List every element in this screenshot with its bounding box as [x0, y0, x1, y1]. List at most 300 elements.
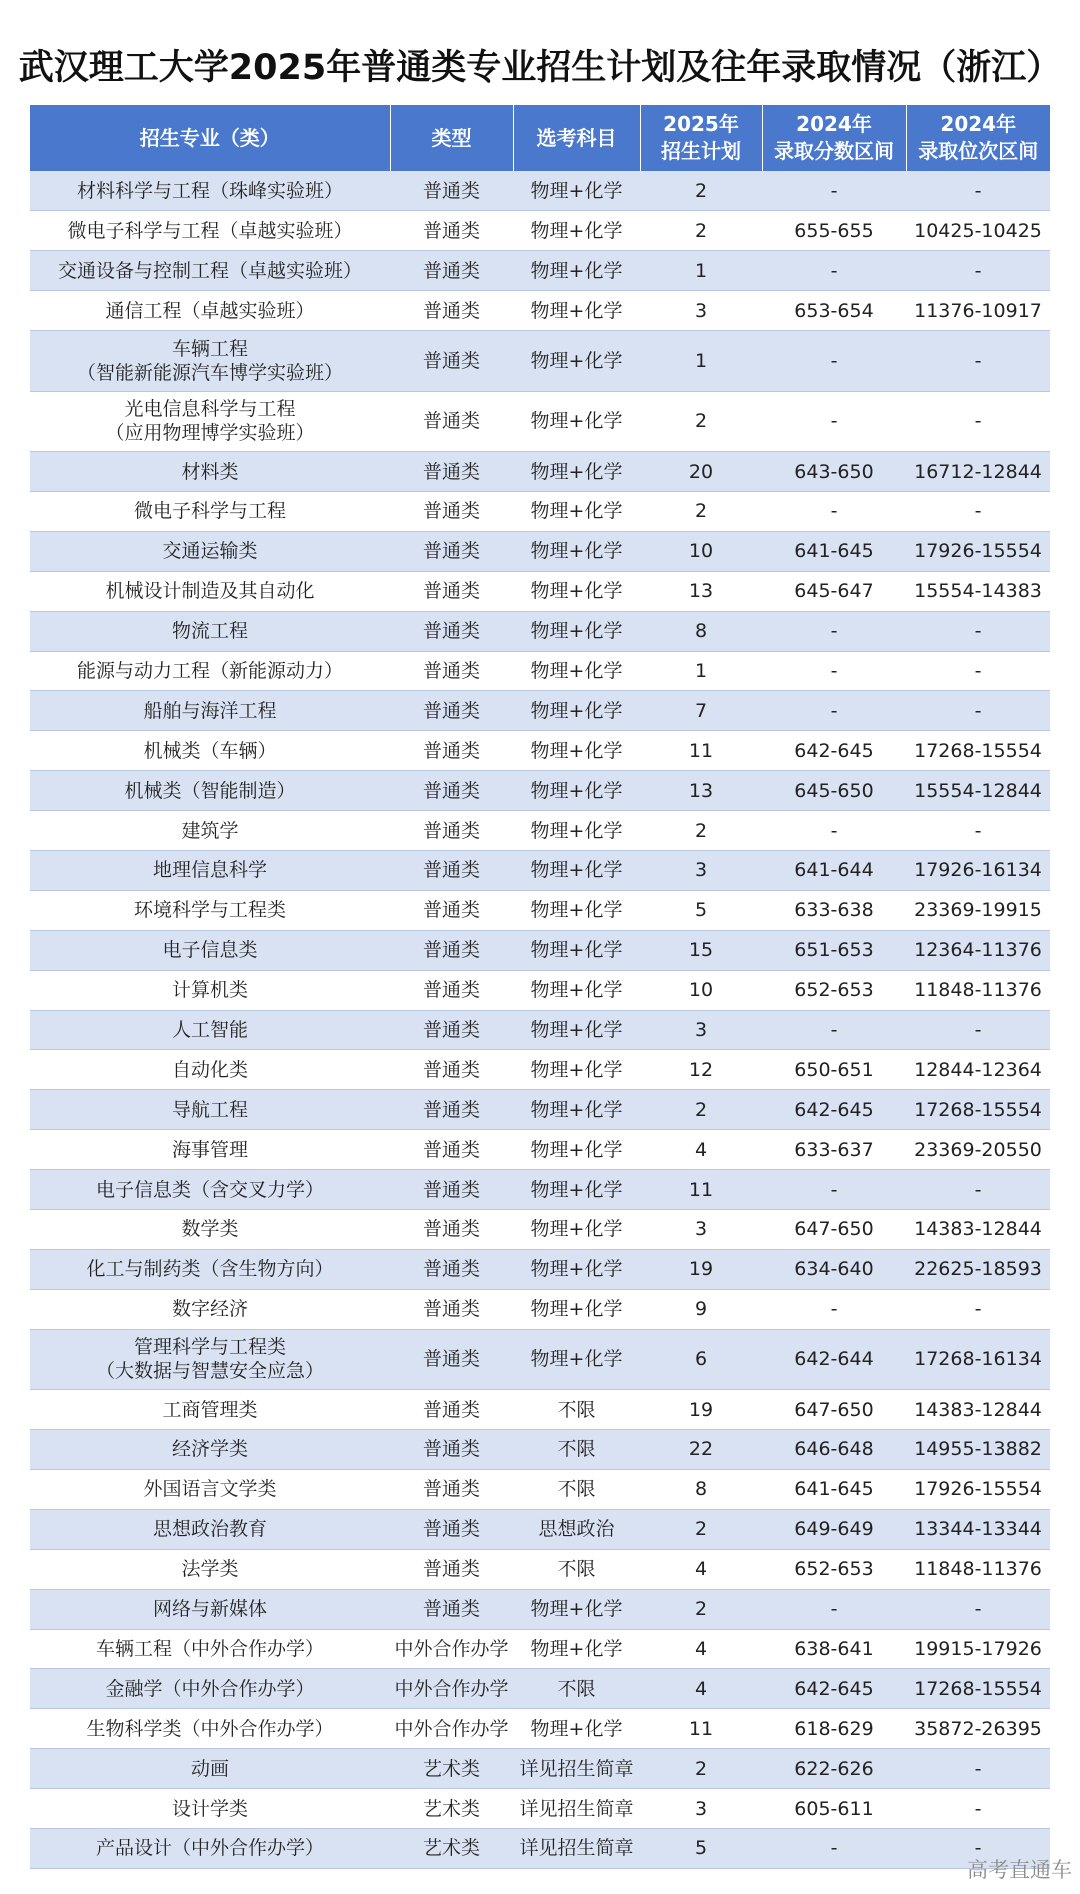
- cell-subjects: 不限: [513, 1390, 640, 1430]
- cell-score: -: [762, 1589, 906, 1629]
- header-subjects: 选考科目: [513, 105, 640, 171]
- cell-type: 普通类: [390, 1469, 513, 1509]
- cell-type: 普通类: [390, 452, 513, 492]
- cell-rank: -: [906, 1789, 1050, 1829]
- major-name: 地理信息科学: [152, 859, 267, 882]
- cell-subjects: 物理+化学: [513, 611, 640, 651]
- cell-type: 普通类: [390, 890, 513, 930]
- cell-score: 647-650: [762, 1209, 906, 1249]
- cell-rank: 11376-10917: [906, 291, 1050, 331]
- cell-plan: 11: [640, 731, 762, 771]
- table-row: [30, 1170, 1050, 1210]
- cell-plan: 2: [640, 211, 762, 251]
- cell-plan: 4: [640, 1549, 762, 1589]
- table-row: [30, 1249, 1050, 1289]
- cell-plan: 2: [640, 491, 762, 531]
- table-row: [30, 1289, 1050, 1329]
- cell-type: 普通类: [390, 251, 513, 291]
- table-row: [30, 1629, 1050, 1669]
- major-name: 通信工程（卓越实验班）: [105, 299, 315, 322]
- major-name: 微电子科学与工程（卓越实验班）: [67, 219, 353, 242]
- cell-rank: -: [906, 1289, 1050, 1329]
- cell-subjects: 物理+化学: [513, 850, 640, 890]
- cell-type: 中外合作办学: [390, 1709, 513, 1749]
- cell-rank: 23369-19915: [906, 890, 1050, 930]
- major-name: 人工智能: [171, 1018, 248, 1041]
- cell-subjects: 物理+化学: [513, 1209, 640, 1249]
- table-row: [30, 691, 1050, 731]
- cell-score: 638-641: [762, 1629, 906, 1669]
- cell-subjects: 物理+化学: [513, 491, 640, 531]
- cell-score: 645-650: [762, 771, 906, 811]
- cell-plan: 3: [640, 1010, 762, 1050]
- cell-major: [30, 211, 390, 251]
- table-row: [30, 1209, 1050, 1249]
- cell-plan: 19: [640, 1249, 762, 1289]
- header-rank-2024-line2: 录取位次区间: [918, 139, 1039, 163]
- cell-subjects: 物理+化学: [513, 391, 640, 452]
- table-row: [30, 1130, 1050, 1170]
- cell-score: 646-648: [762, 1430, 906, 1470]
- cell-type: 普通类: [390, 1170, 513, 1210]
- major-name: 电子信息类（含交叉力学）: [95, 1178, 324, 1201]
- cell-score: -: [762, 1170, 906, 1210]
- cell-subjects: 物理+化学: [513, 331, 640, 392]
- cell-rank: 17926-16134: [906, 850, 1050, 890]
- cell-rank: -: [906, 391, 1050, 452]
- cell-plan: 3: [640, 850, 762, 890]
- cell-plan: 4: [640, 1629, 762, 1669]
- cell-score: -: [762, 1828, 906, 1868]
- cell-rank: 17926-15554: [906, 1469, 1050, 1509]
- major-name: 数学类: [181, 1218, 239, 1241]
- cell-rank: -: [906, 171, 1050, 211]
- cell-rank: 17268-15554: [906, 731, 1050, 771]
- cell-type: 普通类: [390, 531, 513, 571]
- cell-major: [30, 1130, 390, 1170]
- cell-type: 普通类: [390, 1090, 513, 1130]
- major-name: 产品设计（中外合作办学）: [95, 1837, 324, 1860]
- major-name: 车辆工程（中外合作办学）: [95, 1637, 324, 1660]
- cell-score: 641-645: [762, 531, 906, 571]
- table-row: [30, 611, 1050, 651]
- cell-score: -: [762, 691, 906, 731]
- major-name: 能源与动力工程（新能源动力）: [76, 659, 343, 682]
- cell-type: 艺术类: [390, 1749, 513, 1789]
- cell-rank: 12844-12364: [906, 1050, 1050, 1090]
- cell-plan: 9: [640, 1289, 762, 1329]
- table-row: [30, 531, 1050, 571]
- major-name: 机械类（车辆）: [143, 739, 277, 762]
- major-name: 外国语言文学类: [143, 1478, 277, 1501]
- cell-plan: 15: [640, 930, 762, 970]
- table-row: [30, 811, 1050, 851]
- cell-subjects: 物理+化学: [513, 811, 640, 851]
- cell-plan: 1: [640, 251, 762, 291]
- major-name: 车辆工程: [171, 337, 248, 360]
- cell-rank: -: [906, 1749, 1050, 1789]
- cell-type: 普通类: [390, 1549, 513, 1589]
- cell-major: [30, 1669, 390, 1709]
- cell-plan: 1: [640, 331, 762, 392]
- cell-rank: 14383-12844: [906, 1209, 1050, 1249]
- cell-score: 649-649: [762, 1509, 906, 1549]
- cell-plan: 2: [640, 1509, 762, 1549]
- cell-rank: 35872-26395: [906, 1709, 1050, 1749]
- major-name: 机械类（智能制造）: [124, 779, 296, 802]
- cell-major: [30, 331, 390, 392]
- cell-type: 普通类: [390, 1289, 513, 1329]
- cell-type: 普通类: [390, 1209, 513, 1249]
- cell-major: [30, 611, 390, 651]
- cell-subjects: 物理+化学: [513, 291, 640, 331]
- cell-plan: 13: [640, 771, 762, 811]
- major-name: 船舶与海洋工程: [143, 699, 277, 722]
- cell-type: 普通类: [390, 771, 513, 811]
- cell-rank: -: [906, 251, 1050, 291]
- cell-rank: 17926-15554: [906, 531, 1050, 571]
- cell-type: 普通类: [390, 1130, 513, 1170]
- cell-subjects: 物理+化学: [513, 251, 640, 291]
- major-name: 材料类: [181, 460, 239, 483]
- cell-score: 643-650: [762, 452, 906, 492]
- cell-rank: 17268-15554: [906, 1669, 1050, 1709]
- cell-subjects: 详见招生简章: [513, 1789, 640, 1829]
- cell-score: 652-653: [762, 970, 906, 1010]
- header-row: [30, 105, 1050, 171]
- cell-score: -: [762, 1289, 906, 1329]
- cell-rank: -: [906, 691, 1050, 731]
- cell-major: [30, 811, 390, 851]
- cell-subjects: 物理+化学: [513, 1249, 640, 1289]
- cell-type: 普通类: [390, 571, 513, 611]
- cell-plan: 2: [640, 391, 762, 452]
- cell-rank: 11848-11376: [906, 1549, 1050, 1589]
- cell-score: 641-645: [762, 1469, 906, 1509]
- major-name: 交通运输类: [162, 540, 258, 563]
- cell-subjects: 物理+化学: [513, 970, 640, 1010]
- table-row: [30, 1050, 1050, 1090]
- table-row: [30, 291, 1050, 331]
- table-row: [30, 251, 1050, 291]
- cell-major: [30, 1469, 390, 1509]
- table-row: [30, 452, 1050, 492]
- cell-major: [30, 651, 390, 691]
- cell-rank: 10425-10425: [906, 211, 1050, 251]
- table-header: [30, 105, 1050, 171]
- cell-type: 普通类: [390, 1249, 513, 1289]
- cell-major: [30, 531, 390, 571]
- cell-score: 642-644: [762, 1329, 906, 1390]
- cell-major: [30, 452, 390, 492]
- table-row: [30, 771, 1050, 811]
- cell-rank: -: [906, 1170, 1050, 1210]
- cell-plan: 20: [640, 452, 762, 492]
- table-row: [30, 930, 1050, 970]
- cell-type: 普通类: [390, 1010, 513, 1050]
- cell-rank: 11848-11376: [906, 970, 1050, 1010]
- watermark: 高考直通车: [967, 1858, 1072, 1882]
- cell-score: -: [762, 331, 906, 392]
- major-name: 海事管理: [171, 1138, 248, 1161]
- cell-major: [30, 1828, 390, 1868]
- table-row: [30, 1589, 1050, 1629]
- table-row: [30, 1329, 1050, 1390]
- cell-type: 普通类: [390, 1430, 513, 1470]
- page-title: 武汉理工大学2025年普通类专业招生计划及往年录取情况（浙江）: [18, 48, 1062, 88]
- cell-subjects: 物理+化学: [513, 171, 640, 211]
- cell-plan: 2: [640, 171, 762, 211]
- table-row: [30, 731, 1050, 771]
- cell-subjects: 物理+化学: [513, 531, 640, 571]
- cell-subjects: 物理+化学: [513, 651, 640, 691]
- cell-rank: 19915-17926: [906, 1629, 1050, 1669]
- cell-plan: 3: [640, 1209, 762, 1249]
- cell-score: -: [762, 651, 906, 691]
- cell-major: [30, 1390, 390, 1430]
- header-score-2024-line2: 录取分数区间: [774, 139, 894, 163]
- table-row: [30, 1010, 1050, 1050]
- cell-type: 普通类: [390, 1329, 513, 1390]
- header-score-2024-line1: 2024年: [796, 112, 872, 136]
- major-name: 经济学类: [171, 1438, 248, 1461]
- header-major: 招生专业（类）: [30, 105, 390, 171]
- cell-major: [30, 1709, 390, 1749]
- table-row: [30, 171, 1050, 211]
- table-row: [30, 1828, 1050, 1868]
- cell-subjects: 物理+化学: [513, 1709, 640, 1749]
- major-name: 化工与制药类（含生物方向）: [86, 1258, 334, 1281]
- cell-rank: -: [906, 811, 1050, 851]
- cell-plan: 5: [640, 1828, 762, 1868]
- header-plan-2025: [640, 105, 762, 171]
- cell-plan: 2: [640, 811, 762, 851]
- major-name: 设计学类: [171, 1797, 248, 1820]
- table-row: [30, 1469, 1050, 1509]
- table-row: [30, 1669, 1050, 1709]
- cell-major: [30, 1329, 390, 1390]
- table-row: [30, 571, 1050, 611]
- cell-subjects: 不限: [513, 1549, 640, 1589]
- cell-rank: 14383-12844: [906, 1390, 1050, 1430]
- cell-subjects: 物理+化学: [513, 771, 640, 811]
- cell-score: 655-655: [762, 211, 906, 251]
- cell-rank: 15554-14383: [906, 571, 1050, 611]
- major-name: 生物科学类（中外合作办学）: [86, 1717, 334, 1740]
- cell-subjects: 物理+化学: [513, 691, 640, 731]
- cell-type: 普通类: [390, 731, 513, 771]
- cell-rank: 22625-18593: [906, 1249, 1050, 1289]
- cell-major: [30, 1549, 390, 1589]
- table-row: [30, 1749, 1050, 1789]
- cell-major: [30, 1010, 390, 1050]
- cell-plan: 1: [640, 651, 762, 691]
- major-name: 微电子科学与工程: [133, 500, 286, 523]
- cell-type: 普通类: [390, 811, 513, 851]
- major-name: 动画: [190, 1757, 229, 1780]
- cell-plan: 11: [640, 1170, 762, 1210]
- cell-plan: 7: [640, 691, 762, 731]
- major-name: 环境科学与工程类: [133, 899, 286, 922]
- table-row: [30, 850, 1050, 890]
- cell-type: 普通类: [390, 930, 513, 970]
- cell-score: -: [762, 171, 906, 211]
- cell-subjects: 物理+化学: [513, 1050, 640, 1090]
- cell-major: [30, 571, 390, 611]
- cell-major: [30, 1170, 390, 1210]
- cell-major: [30, 171, 390, 211]
- cell-rank: 16712-12844: [906, 452, 1050, 492]
- cell-major: [30, 251, 390, 291]
- cell-subjects: 思想政治: [513, 1509, 640, 1549]
- cell-rank: 15554-12844: [906, 771, 1050, 811]
- cell-major: [30, 491, 390, 531]
- cell-score: 653-654: [762, 291, 906, 331]
- table-row: [30, 1549, 1050, 1589]
- cell-plan: 6: [640, 1329, 762, 1390]
- cell-plan: 2: [640, 1090, 762, 1130]
- cell-type: 普通类: [390, 611, 513, 651]
- cell-rank: -: [906, 651, 1050, 691]
- cell-major: [30, 771, 390, 811]
- cell-subjects: 物理+化学: [513, 1629, 640, 1669]
- cell-type: 中外合作办学: [390, 1629, 513, 1669]
- table-row: [30, 890, 1050, 930]
- cell-rank: -: [906, 1828, 1050, 1868]
- cell-major: [30, 1289, 390, 1329]
- cell-subjects: 物理+化学: [513, 1289, 640, 1329]
- cell-type: 普通类: [390, 491, 513, 531]
- cell-type: 艺术类: [390, 1828, 513, 1868]
- cell-score: 605-611: [762, 1789, 906, 1829]
- cell-rank: 12364-11376: [906, 930, 1050, 970]
- cell-subjects: 不限: [513, 1469, 640, 1509]
- cell-subjects: 物理+化学: [513, 731, 640, 771]
- cell-major: [30, 1050, 390, 1090]
- cell-type: 普通类: [390, 1390, 513, 1430]
- table-row: [30, 331, 1050, 392]
- cell-type: 普通类: [390, 171, 513, 211]
- cell-major: [30, 890, 390, 930]
- cell-type: 普通类: [390, 211, 513, 251]
- cell-subjects: 物理+化学: [513, 571, 640, 611]
- cell-major: [30, 1629, 390, 1669]
- cell-plan: 2: [640, 1749, 762, 1789]
- cell-score: 642-645: [762, 1669, 906, 1709]
- cell-plan: 19: [640, 1390, 762, 1430]
- cell-rank: -: [906, 611, 1050, 651]
- header-score-2024: [762, 105, 906, 171]
- table-row: [30, 1090, 1050, 1130]
- cell-subjects: 详见招生简章: [513, 1749, 640, 1789]
- cell-plan: 8: [640, 611, 762, 651]
- table-row: [30, 1430, 1050, 1470]
- cell-plan: 4: [640, 1130, 762, 1170]
- cell-plan: 5: [640, 890, 762, 930]
- cell-rank: 13344-13344: [906, 1509, 1050, 1549]
- cell-major: [30, 691, 390, 731]
- cell-subjects: 不限: [513, 1430, 640, 1470]
- cell-score: 647-650: [762, 1390, 906, 1430]
- cell-score: 645-647: [762, 571, 906, 611]
- admission-table: [30, 105, 1050, 1869]
- table-row: [30, 211, 1050, 251]
- cell-major: [30, 1090, 390, 1130]
- cell-major: [30, 731, 390, 771]
- cell-type: 中外合作办学: [390, 1669, 513, 1709]
- cell-type: 普通类: [390, 1050, 513, 1090]
- header-type: 类型: [390, 105, 513, 171]
- header-plan-2025-line2: 招生计划: [661, 139, 741, 163]
- cell-score: 642-645: [762, 1090, 906, 1130]
- cell-type: 普通类: [390, 1509, 513, 1549]
- major-subtitle: （应用物理博学实验班）: [105, 422, 315, 445]
- cell-subjects: 物理+化学: [513, 211, 640, 251]
- cell-major: [30, 1249, 390, 1289]
- cell-subjects: 物理+化学: [513, 890, 640, 930]
- major-name: 网络与新媒体: [152, 1598, 267, 1621]
- cell-score: 618-629: [762, 1709, 906, 1749]
- table-body: [30, 171, 1050, 1868]
- major-name: 交通设备与控制工程（卓越实验班）: [57, 259, 362, 282]
- cell-major: [30, 930, 390, 970]
- cell-subjects: 物理+化学: [513, 1329, 640, 1390]
- cell-score: 651-653: [762, 930, 906, 970]
- cell-plan: 13: [640, 571, 762, 611]
- cell-score: -: [762, 491, 906, 531]
- cell-score: -: [762, 391, 906, 452]
- cell-major: [30, 391, 390, 452]
- cell-score: 641-644: [762, 850, 906, 890]
- cell-plan: 10: [640, 531, 762, 571]
- cell-type: 普通类: [390, 651, 513, 691]
- major-name: 计算机类: [171, 979, 248, 1002]
- cell-score: 634-640: [762, 1249, 906, 1289]
- cell-type: 普通类: [390, 291, 513, 331]
- major-name: 思想政治教育: [152, 1518, 267, 1541]
- major-name: 导航工程: [171, 1098, 248, 1121]
- table-row: [30, 391, 1050, 452]
- major-name: 电子信息类: [162, 939, 258, 962]
- table-row: [30, 651, 1050, 691]
- cell-score: -: [762, 251, 906, 291]
- major-name: 材料科学与工程（珠峰实验班）: [76, 179, 343, 202]
- cell-type: 普通类: [390, 850, 513, 890]
- cell-type: 艺术类: [390, 1789, 513, 1829]
- major-name: 建筑学: [181, 819, 239, 842]
- major-name: 金融学（中外合作办学）: [105, 1677, 315, 1700]
- major-name: 物流工程: [171, 620, 248, 643]
- cell-plan: 8: [640, 1469, 762, 1509]
- cell-type: 普通类: [390, 691, 513, 731]
- major-name: 管理科学与工程类: [133, 1336, 286, 1359]
- cell-major: [30, 850, 390, 890]
- cell-subjects: 物理+化学: [513, 1010, 640, 1050]
- cell-rank: 23369-20550: [906, 1130, 1050, 1170]
- table-row: [30, 1390, 1050, 1430]
- cell-score: -: [762, 611, 906, 651]
- table-row: [30, 1709, 1050, 1749]
- cell-rank: -: [906, 1589, 1050, 1629]
- cell-rank: 17268-15554: [906, 1090, 1050, 1130]
- cell-major: [30, 1749, 390, 1789]
- table-row: [30, 970, 1050, 1010]
- cell-type: 普通类: [390, 1589, 513, 1629]
- major-name: 法学类: [181, 1558, 239, 1581]
- cell-score: -: [762, 811, 906, 851]
- cell-rank: 14955-13882: [906, 1430, 1050, 1470]
- major-name: 自动化类: [171, 1058, 248, 1081]
